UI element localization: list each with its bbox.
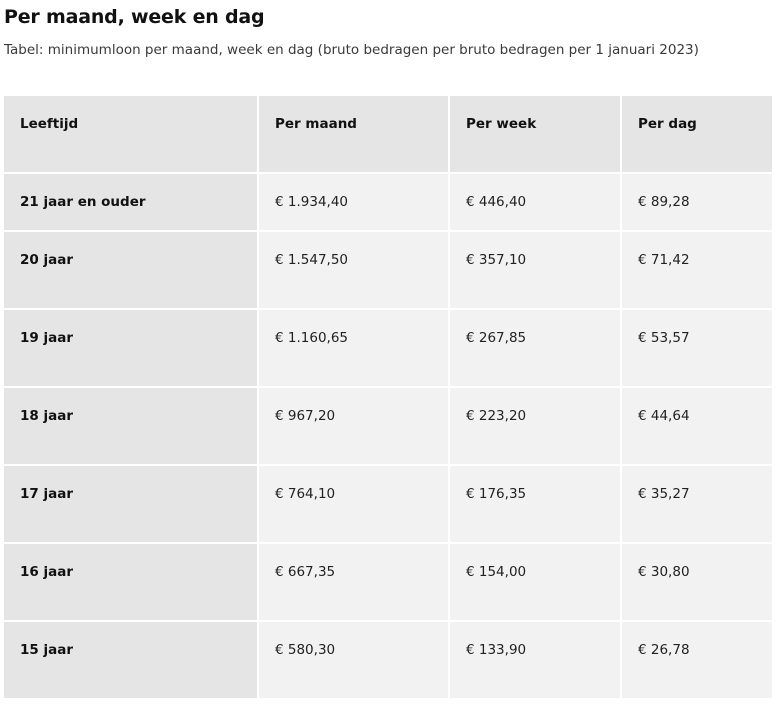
- header-leeftijd: Leeftijd: [4, 96, 259, 174]
- cell-per-week: € 223,20: [450, 388, 622, 466]
- header-per-week: Per week: [450, 96, 622, 174]
- cell-per-dag: € 30,80: [622, 544, 772, 622]
- row-age: 15 jaar: [4, 622, 259, 700]
- cell-per-week: € 154,00: [450, 544, 622, 622]
- row-age: 21 jaar en ouder: [4, 174, 259, 232]
- row-age: 17 jaar: [4, 466, 259, 544]
- cell-per-dag: € 26,78: [622, 622, 772, 700]
- cell-per-maand: € 967,20: [259, 388, 450, 466]
- table-row: [4, 174, 772, 232]
- table-header-row: [4, 96, 772, 174]
- cell-per-week: € 133,90: [450, 622, 622, 700]
- cell-per-maand: € 1.934,40: [259, 174, 450, 232]
- table-row: [4, 310, 772, 388]
- row-age: 19 jaar: [4, 310, 259, 388]
- cell-per-maand: € 1.160,65: [259, 310, 450, 388]
- cell-per-dag: € 89,28: [622, 174, 772, 232]
- cell-per-week: € 267,85: [450, 310, 622, 388]
- cell-per-dag: € 44,64: [622, 388, 772, 466]
- cell-per-dag: € 35,27: [622, 466, 772, 544]
- table-row: [4, 388, 772, 466]
- table-row: [4, 622, 772, 700]
- cell-per-week: € 357,10: [450, 232, 622, 310]
- cell-per-week: € 446,40: [450, 174, 622, 232]
- cell-per-maand: € 667,35: [259, 544, 450, 622]
- page-title: Per maand, week en dag: [4, 6, 265, 28]
- table-row: [4, 232, 772, 310]
- cell-per-maand: € 764,10: [259, 466, 450, 544]
- minimum-wage-table: [4, 96, 772, 700]
- row-age: 20 jaar: [4, 232, 259, 310]
- cell-per-week: € 176,35: [450, 466, 622, 544]
- header-per-dag: Per dag: [622, 96, 772, 174]
- cell-per-maand: € 580,30: [259, 622, 450, 700]
- table-caption: Tabel: minimumloon per maand, week en dag (bruto bedragen per bruto bedragen per 1 januari 2023): [4, 42, 699, 58]
- row-age: 16 jaar: [4, 544, 259, 622]
- cell-per-dag: € 71,42: [622, 232, 772, 310]
- cell-per-dag: € 53,57: [622, 310, 772, 388]
- header-per-maand: Per maand: [259, 96, 450, 174]
- row-age: 18 jaar: [4, 388, 259, 466]
- cell-per-maand: € 1.547,50: [259, 232, 450, 310]
- table-row: [4, 544, 772, 622]
- table-row: [4, 466, 772, 544]
